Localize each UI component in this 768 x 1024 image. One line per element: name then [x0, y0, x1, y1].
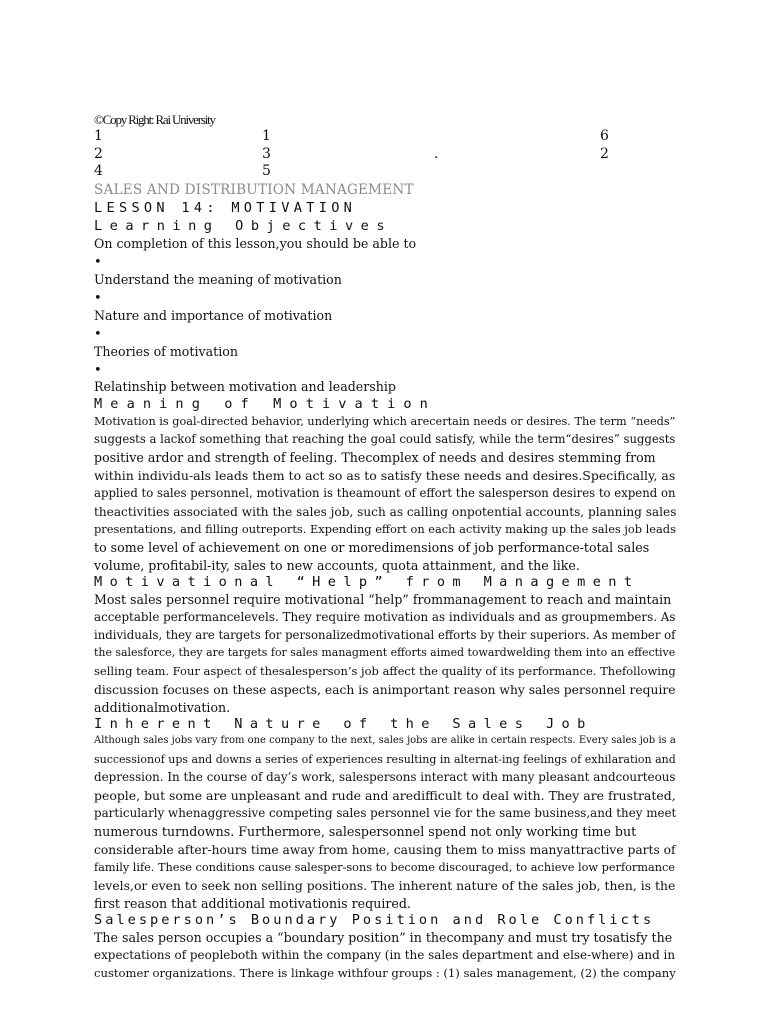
section-heading: Motivational “Help” from Management	[94, 574, 640, 590]
paragraph-line: The sales person occupies a “boundary position” in thecompany and must try tosatisfy the	[94, 930, 673, 945]
page-number-cell: 1	[94, 128, 103, 144]
bullet-icon: •	[94, 291, 102, 306]
page-number-cell: 6	[600, 128, 609, 144]
objective-item: Theories of motivation	[94, 344, 238, 359]
paragraph-line: customer organizations. There is linkage withfour groups : (1) sales management, (2) the company	[94, 966, 676, 980]
page-number-cell: 4	[94, 163, 103, 179]
paragraph-line: positive ardor and strength of feeling. Thecomplex of needs and desires stemming from	[94, 450, 656, 465]
lesson-title: LESSON 14: MOTIVATION	[94, 200, 357, 216]
paragraph-line: within individu-als leads them to act so as to satisfy these needs and desires.Specifically, as	[94, 468, 676, 483]
paragraph-line: to some level of achievement on one or moredimensions of job performance-total sales	[94, 540, 650, 555]
paragraph-line: individuals, they are targets for personalizedmotivational efforts by their superiors. As member of	[94, 628, 676, 642]
paragraph-line: Most sales personnel require motivational “help” frommanagement to reach and maintain	[94, 592, 672, 607]
paragraph-line: acceptable performancelevels. They require motivation as individuals and as groupmembers. As	[94, 610, 676, 624]
paragraph-line: family life. These conditions cause salesper-sons to become discouraged, to achieve low performance	[94, 861, 675, 874]
paragraph-line: considerable after-hours time away from home, causing them to miss manyattractive parts of	[94, 843, 676, 857]
paragraph-line: suggests a lackof something that reaching the goal could satisfy, while the term“desires” suggests	[94, 432, 676, 446]
subject-title: SALES AND DISTRIBUTION MANAGEMENT	[94, 182, 414, 198]
paragraph-line: volume, profitabil-ity, sales to new accounts, quota attainment, and the like.	[94, 558, 580, 573]
page-number-cell: .	[434, 146, 439, 162]
paragraph-line: the salesforce, they are targets for sales managment efforts aimed towardwelding them into an effective	[94, 646, 676, 659]
paragraph-line: selling team. Four aspect of thesalesperson’s job affect the quality of its performance. Thefollowing	[94, 664, 676, 678]
paragraph-line: theactivities associated with the sales job, such as calling onpotential accounts, planning sales	[94, 505, 677, 519]
bullet-icon: •	[94, 363, 102, 378]
copyright-notice: ©Copy Right: Rai University	[94, 112, 215, 127]
bullet-icon: •	[94, 255, 102, 270]
page-number-row-1	[0, 128, 768, 144]
paragraph-line: people, but some are unpleasant and rude and aredifficult to deal with. They are frustrated,	[94, 788, 676, 803]
section-heading: Meaning of Motivation	[94, 396, 436, 412]
section-heading: Learning Objectives	[94, 218, 392, 234]
page-number-cell: 1	[262, 128, 271, 144]
page-number-cell: 3	[262, 146, 271, 162]
objective-item: Nature and importance of motivation	[94, 308, 333, 323]
paragraph-line: levels,or even to seek non selling positions. The inherent nature of the sales job, then, is the	[94, 878, 676, 893]
bullet-icon: •	[94, 327, 102, 342]
paragraph-line: Although sales jobs vary from one company to the next, sales jobs are alike in certain respects. Every sales job is a	[94, 735, 676, 746]
intro-text: On completion of this lesson,you should be able to	[94, 236, 417, 251]
page-number-cell: 5	[262, 163, 271, 179]
paragraph-line: Motivation is goal-directed behavior, underlying which arecertain needs or desires. The term “needs”	[94, 415, 676, 428]
paragraph-line: particularly whenaggressive competing sales personnel vie for the same business,and they meet	[94, 806, 677, 820]
objective-item: Understand the meaning of motivation	[94, 272, 342, 287]
page-number-row-3	[0, 163, 768, 179]
paragraph-line: applied to sales personnel, motivation is theamount of effort the salesperson desires to expend on	[94, 486, 676, 500]
paragraph-line: presentations, and filling outreports. Expending effort on each activity making up the sales job leads	[94, 522, 676, 536]
page-number-row-2	[0, 146, 768, 162]
section-heading: Inherent Nature of the Sales Job	[94, 716, 593, 732]
page-number-cell: 2	[94, 146, 103, 162]
paragraph-line: first reason that additional motivationis required.	[94, 896, 411, 911]
paragraph-line: additionalmotivation.	[94, 700, 231, 715]
section-heading: Salesperson’s Boundary Position and Role Conflicts	[94, 912, 655, 928]
paragraph-line: numerous turndowns. Furthermore, salespersonnel spend not only working time but	[94, 824, 637, 839]
paragraph-line: successionof ups and downs a series of experiences resulting in alternat-ing feelings of exhilaration and	[94, 753, 676, 766]
paragraph-line: expectations of peopleboth within the company (in the sales department and else-where) and in	[94, 948, 676, 962]
objective-item: Relatinship between motivation and leadership	[94, 379, 396, 394]
paragraph-line: discussion focuses on these aspects, each is animportant reason why sales personnel require	[94, 683, 676, 697]
page-number-cell: 2	[600, 146, 609, 162]
paragraph-line: depression. In the course of day’s work, salespersons interact with many pleasant andcourteous	[94, 770, 676, 784]
